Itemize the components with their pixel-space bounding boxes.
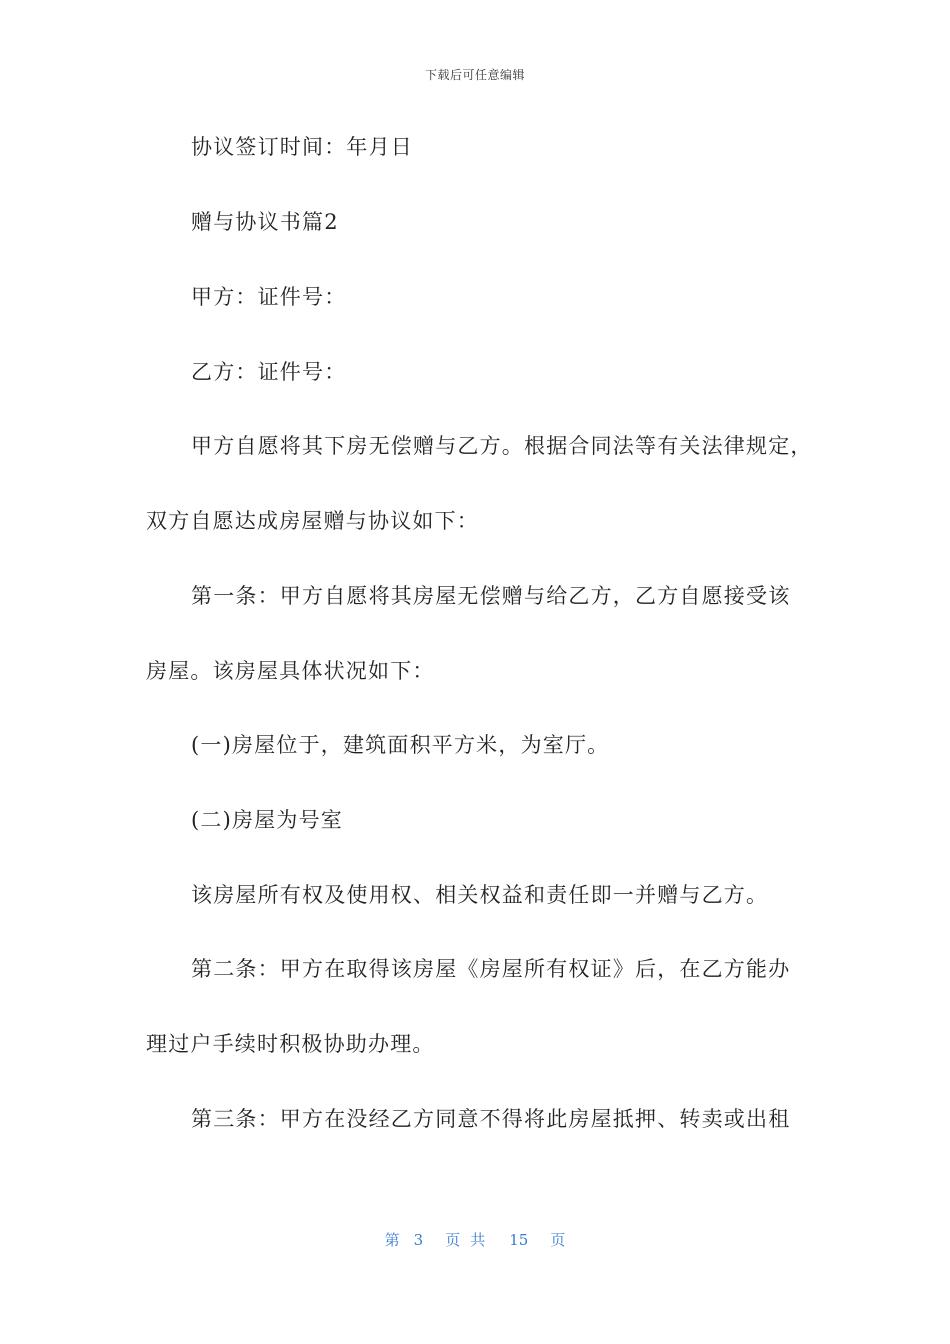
section-title: 赠与协议书篇2	[191, 210, 339, 234]
page-footer-suffix: 页	[550, 1231, 566, 1249]
text-line: 乙方：证件号：	[191, 360, 347, 384]
page-footer-middle: 页共	[445, 1231, 496, 1249]
text-line: 甲方：证件号：	[191, 285, 347, 309]
text-line: 第二条：甲方在取得该房屋《房屋所有权证》后，在乙方能办	[191, 957, 791, 981]
text-line: 第一条：甲方自愿将其房屋无偿赠与给乙方，乙方自愿接受该	[191, 584, 791, 608]
text-line: 双方自愿达成房屋赠与协议如下：	[146, 509, 479, 533]
text-line: 甲方自愿将其下房无偿赠与乙方。根据合同法等有关法律规定，	[191, 434, 813, 458]
text-line: 房屋。该房屋具体状况如下：	[146, 659, 435, 683]
page-header-note: 下载后可任意编辑	[424, 68, 525, 82]
page-footer	[0, 1229, 950, 1250]
text-line: 第三条：甲方在没经乙方同意不得将此房屋抵押、转卖或出租	[191, 1107, 791, 1131]
page-number-current: 3	[413, 1231, 424, 1249]
page-number-total: 15	[509, 1231, 529, 1249]
page-footer-prefix: 第	[384, 1231, 400, 1249]
text-line: 该房屋所有权及使用权、相关权益和责任即一并赠与乙方。	[191, 883, 769, 907]
text-line: (一)房屋位于，建筑面积平方米，为室厅。	[191, 733, 610, 757]
text-line: 协议签订时间：年月日	[191, 135, 413, 159]
text-line: 理过户手续时积极协助办理。	[146, 1032, 435, 1056]
text-line: (二)房屋为号室	[191, 808, 343, 832]
